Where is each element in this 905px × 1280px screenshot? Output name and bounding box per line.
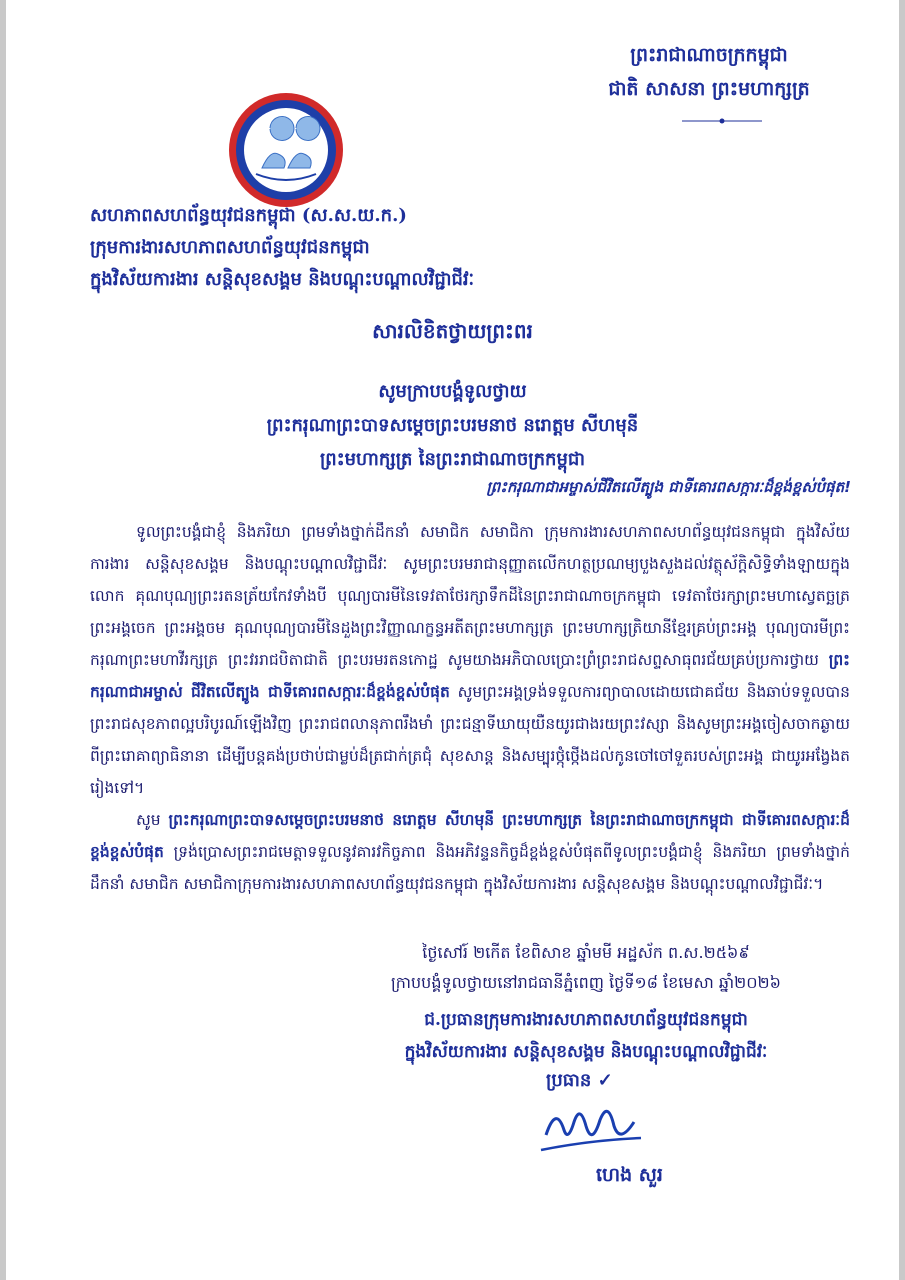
organization-logo <box>226 90 346 210</box>
paragraph-2-text-a: សូម <box>136 811 161 829</box>
signatory-role: ប្រធាន ✓ <box>546 1070 613 1091</box>
handwritten-signature <box>536 1095 646 1165</box>
paragraph-1-bold: ព្រះករុណាជាអម្ចាស់ ជីវិតលើត្បូង ជាទីគោរពសក្ការៈដ៏ខ្ពង់ខ្ពស់បំផុត <box>90 651 850 701</box>
ornament-divider <box>682 118 762 124</box>
addressee-line-3: ព្រះមហាក្សត្រ នៃព្រះរាជាណាចក្រកម្ពុជា <box>319 449 586 470</box>
kingdom-name: ព្រះរាជាណាចក្រកម្ពុជា <box>630 44 788 66</box>
lunar-date: ថ្ងៃសៅរ៍ ២កើត ខែពិសាខ ឆ្នាំមមី អដ្ឋស័ក ព.ស.២៥៦៩ <box>422 943 750 962</box>
nation-religion-king: ជាតិ សាសនា ព្រះមហាក្សត្រ <box>608 78 810 100</box>
organization-block <box>90 200 790 296</box>
addressee-block <box>6 375 899 477</box>
royal-tagline: ព្រះករុណាជាអម្ចាស់ជីវិតលើត្បូង ជាទីគោរពសក្ការៈដ៏ខ្ពង់ខ្ពស់បំផុត! <box>486 478 851 496</box>
addressee-line-2: ព្រះករុណាព្រះបាទសម្តេចព្រះបរមនាថ នរោត្តម សីហមុនី <box>266 415 639 436</box>
letter-page <box>6 0 899 1280</box>
signatory-title-2: ក្នុងវិស័យការងារ សន្តិសុខសង្គម និងបណ្តុះបណ្តាលវិជ្ជាជីវៈ <box>404 1042 768 1062</box>
addressee-line-1: សូមក្រាបបង្គំទូលថ្វាយ <box>378 381 527 402</box>
organization-line-2: ក្រុមការងារសហភាពសហព័ន្ធយុវជនកម្ពុជា <box>90 237 370 258</box>
signatory-title-1: ជ.ប្រធានក្រុមការងារសហភាពសហព័ន្ធយុវជនកម្ពុជា <box>424 1010 748 1030</box>
paragraph-2-bold: ព្រះករុណាព្រះបាទសម្តេចព្រះបរមនាថ នរោត្តម សីហមុនី ព្រះមហាក្សត្រ នៃព្រះរាជាណាចក្រកម្ពុជា ជាទីគោរពសក្ការៈដ៏ខ្ពង់ខ្ពស់បំផុត <box>90 811 850 861</box>
letter-body <box>90 516 850 900</box>
signatory-block <box>306 1004 866 1068</box>
paragraph-1-text-a: ទូលព្រះបង្គំជាខ្ញុំ និងភរិយា ព្រមទាំងថ្នាក់ដឹកនាំ សមាជិក សមាជិកា ក្រុមការងារសហភាពសហព័ន្ធយុវជនកម្ពុជា ក្នុងវិស័យការងារ សន្តិសុខសង្គម និងបណ្តុះបណ្តាលវិជ្ជាជីវៈ សូមព្រះបរមរាជានុញ្ញាតលើកហត្ថប្រណម្យបួងសួងដល់វត្ថុស័ក្តិសិទ្ធិទាំងឡាយក្នុងលោក គុណបុណ្យព្រះរតនត្រ័យកែវទាំងបី បុណ្យបារមីនៃទេវតាថែរក្សាទឹកដីនៃព្រះរាជាណាចក្រកម្ពុជា ទេវតាថែរក្សាព្រះមហាស្វេតច្ឆត្រ ព្រះអង្គចេក ព្រះអង្គចម គុណបុណ្យបារមីនៃដួងព្រះវិញ្ញាណក្ខន្ធអតីតព្រះមហាក្សត្រ ព្រះមហាក្សត្រិយានីខ្មែរគ្រប់ព្រះអង្គ បុណ្យបារមីព្រះករុណាព្រះមហាវីរក្សត្រ ព្រះវររាជបិតាជាតិ ព្រះបរមរតនកោដ្ឋ សូមយាងអភិបាលប្រោះព្រំព្រះរាជសព្ទសាធុពរជ័យគ្រប់ប្រការថ្វាយ <box>90 523 850 669</box>
place-date: ក្រាបបង្គំទូលថ្វាយនៅរាជធានីភ្នំពេញ ថ្ងៃទី១៨ ខែមេសា ឆ្នាំ២០២៦ <box>391 973 781 992</box>
kingdom-motto <box>579 38 839 106</box>
organization-line-3: ក្នុងវិស័យការងារ សន្តិសុខសង្គម និងបណ្តុះបណ្តាលវិជ្ជាជីវៈ <box>90 269 475 290</box>
signatory-name: ហេង សួរ <box>596 1164 663 1186</box>
paragraph-1-text-b: សូមព្រះអង្គទ្រង់ទទួលការព្យាបាលដោយជោគជ័យ និងឆាប់ទទួលបានព្រះរាជសុខភាពល្អបរិបូរណ៍ឡើងវិញ ព្រះរាជពលានុភាពរឹងមាំ ព្រះជន្មាទីឃាយុយឺនយូរជាងរយព្រះវស្សា និងសូមព្រះអង្គចៀសចាកឆ្ងាយពីព្រះរោគាព្យាធិនានា ដើម្បីបន្តគង់ប្រថាប់ជាម្លប់ដ៏ត្រជាក់ត្រជុំ សុខសាន្ត និងសម្បុរថ្កុំថ្កើងដល់កូនចៅចៅទួតរបស់ព្រះអង្គ ជាយូរអង្វែងតរៀងទៅ។ <box>90 683 850 797</box>
paragraph-2 <box>90 804 850 900</box>
letter-title: សារលិខិតថ្វាយព្រះពរ <box>372 319 533 343</box>
date-block <box>346 938 826 998</box>
paragraph-1 <box>90 516 850 804</box>
paragraph-2-text-b: ទ្រង់ប្រោសព្រះរាជមេត្តាទទួលនូវគារវកិច្ចភាព និងអភិវន្ទនកិច្ចដ៏ខ្ពង់ខ្ពស់បំផុតពីទូលព្រះបង្គំជាខ្ញុំ និងភរិយា ព្រមទាំងថ្នាក់ដឹកនាំ សមាជិក សមាជិកាក្រុមការងារសហភាពសហព័ន្ធយុវជនកម្ពុជា ក្នុងវិស័យការងារ សន្តិសុខសង្គម និងបណ្តុះបណ្តាលវិជ្ជាជីវៈ។ <box>90 843 850 893</box>
organization-line-1: សហភាពសហព័ន្ធយុវជនកម្ពុជា (ស.ស.យ.ក.) <box>90 205 407 226</box>
